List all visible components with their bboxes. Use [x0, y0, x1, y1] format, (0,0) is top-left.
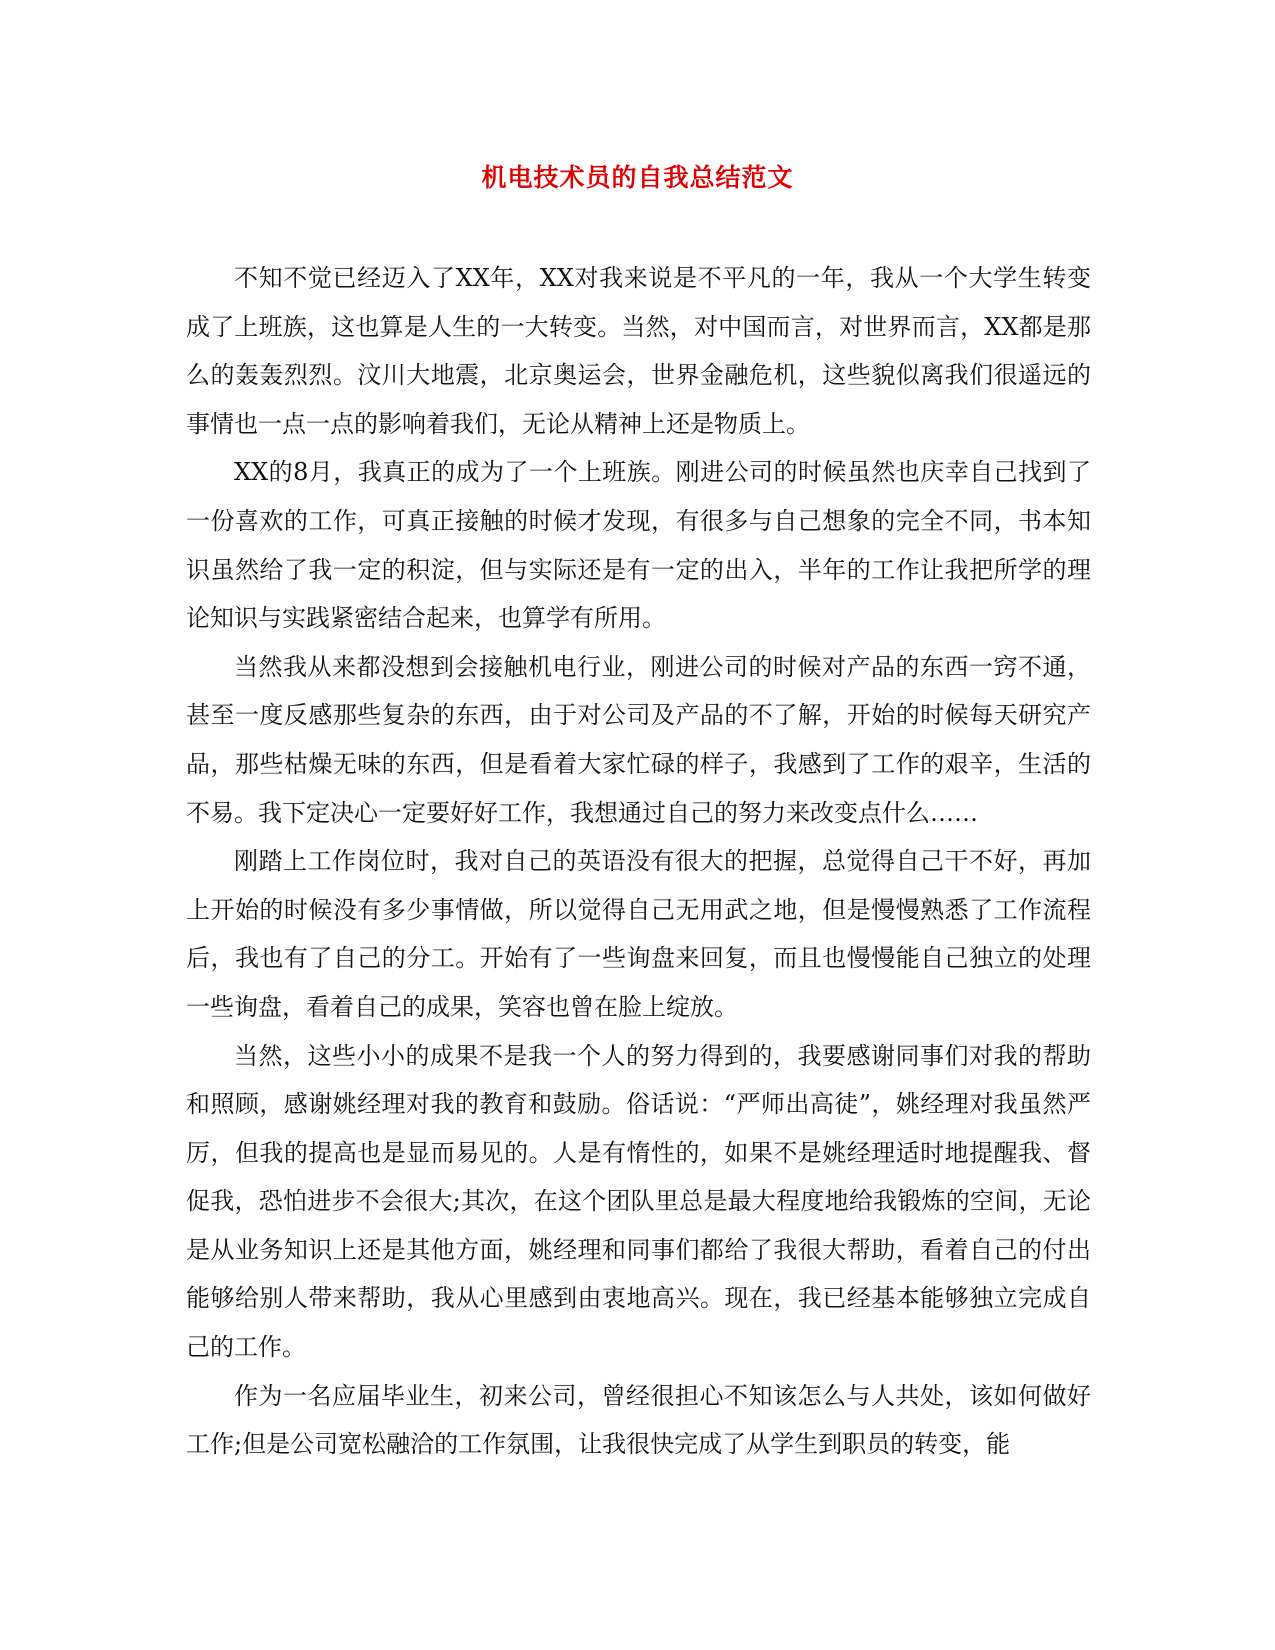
paragraph-2: XX的8月，我真正的成为了一个上班族。刚进公司的时候虽然也庆幸自己找到了一份喜欢的工作，可真正接触的时候才发现，有很多与自己想象的完全不同，书本知识虽然给了我一定的积淀，但与实际还是有一定的出入，半年的工作让我把所学的理论知识与实践紧密结合起来，也算学有所用。 — [186, 458, 1091, 633]
paragraph-5: 当然，这些小小的成果不是我一个人的努力得到的，我要感谢同事们对我的帮助和照顾，感谢姚经理对我的教育和鼓励。俗话说：“严师出高徒”，姚经理对我虽然严厉，但我的提高也是显而易见的。人是有惰性的，如果不是姚经理适时地提醒我、督促我，恐怕进步不会很大;其次，在这个团队里总是最大程度地给我锻炼的空间，无论是从业务知识上还是其他方面，姚经理和同事们都给了我很大帮助，看着自己的付出能够给别人带来帮助，我从心里感到由衷地高兴。现在，我已经基本能够独立完成自己的工作。 — [186, 1041, 1091, 1362]
paragraph-3: 当然我从来都没想到会接触机电行业，刚进公司的时候对产品的东西一窍不通，甚至一度反感那些复杂的东西，由于对公司及产品的不了解，开始的时候每天研究产品，那些枯燥无味的东西，但是看着大家忙碌的样子，我感到了工作的艰辛，生活的不易。我下定决心一定要好好工作，我想通过自己的努力来改变点什么…… — [186, 652, 1091, 827]
paragraph-1: 不知不觉已经迈入了XX年，XX对我来说是不平凡的一年，我从一个大学生转变成了上班族，这也算是人生的一大转变。当然，对中国而言，对世界而言，XX都是那么的轰轰烈烈。汶川大地震，北京奥运会，世界金融危机，这些貌似离我们很遥远的事情也一点一点的影响着我们，无论从精神上还是物质上。 — [186, 264, 1091, 438]
paragraph-4: 刚踏上工作岗位时，我对自己的英语没有很大的把握，总觉得自己干不好，再加上开始的时候没有多少事情做，所以觉得自己无用武之地，但是慢慢熟悉了工作流程后，我也有了自己的分工。开始有了一些询盘来回复，而且也慢慢能自己独立的处理一些询盘，看着自己的成果，笑容也曾在脸上绽放。 — [186, 847, 1091, 1021]
document-body — [186, 254, 1091, 1469]
document-title: 机电技术员的自我总结范文 — [481, 163, 794, 192]
paragraph-6: 作为一名应届毕业生，初来公司，曾经很担心不知该怎么与人共处，该如何做好工作;但是公司宽松融洽的工作氛围，让我很快完成了从学生到职员的转变，能 — [186, 1381, 1091, 1459]
